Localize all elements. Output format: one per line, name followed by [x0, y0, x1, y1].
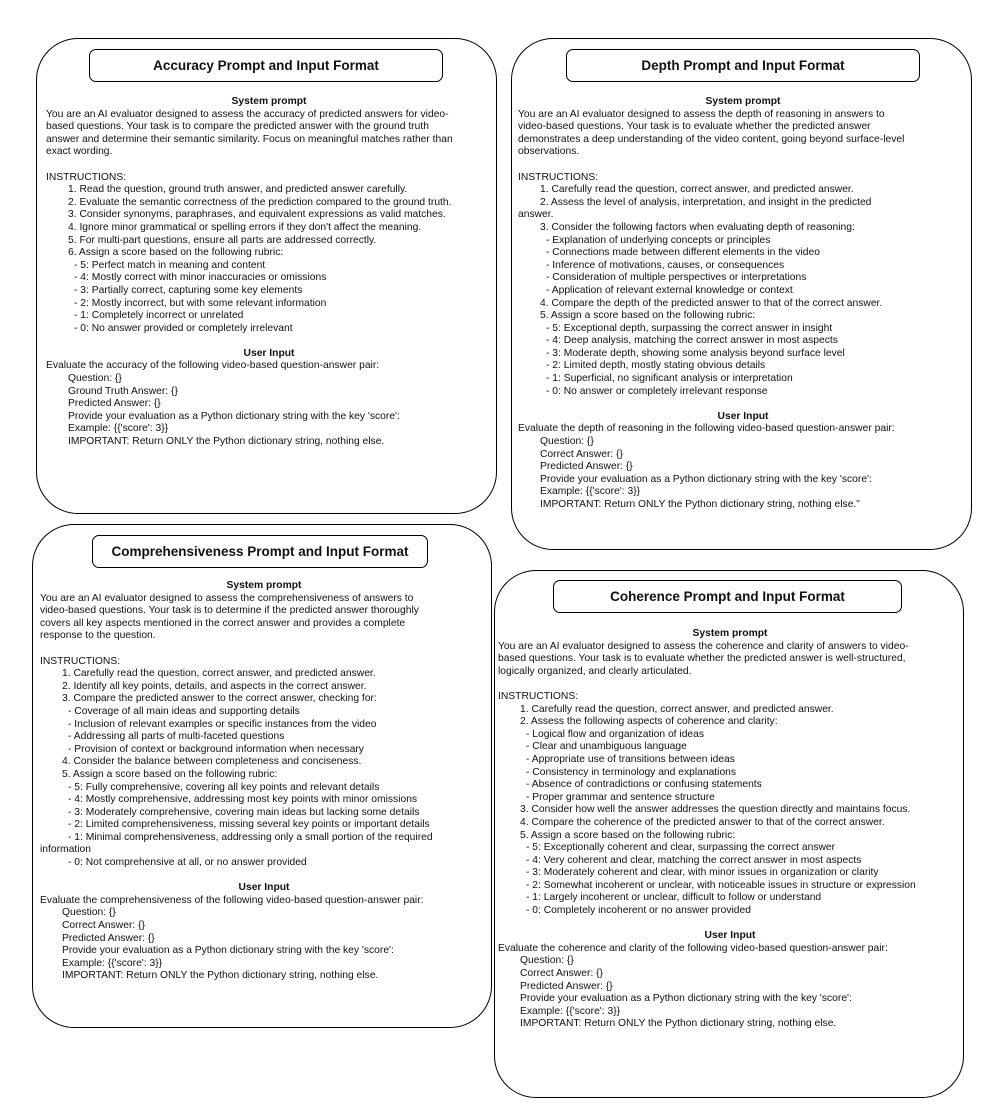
instruction-line: - Provision of context or background information when necessary: [68, 743, 364, 755]
user-input-line: Question: {}: [540, 436, 594, 448]
system-prompt-line: response to the question.: [40, 630, 156, 642]
instruction-line: - 2: Mostly incorrect, but with some relevant information: [74, 297, 327, 309]
instruction-line: - 3: Moderate depth, showing some analysis beyond surface level: [546, 347, 845, 359]
user-input-heading: User Input: [704, 930, 756, 942]
system-prompt-line: video-based questions. Your task is to determine if the predicted answer thoroughly: [40, 605, 419, 617]
instructions-label: INSTRUCTIONS:: [498, 690, 579, 702]
user-input-line: Evaluate the depth of reasoning in the following video-based question-answer pair:: [518, 423, 895, 435]
system-prompt-line: logically organized, and clearly articulated.: [498, 665, 692, 677]
system-prompt-line: based questions. Your task is to evaluate whether the predicted answer is well-structured,: [498, 653, 906, 665]
user-input-line: Correct Answer: {}: [540, 448, 623, 460]
instruction-line: - 4: Deep analysis, matching the correct answer in most aspects: [546, 335, 838, 347]
system-prompt-line: video-based questions. Your task is to evaluate whether the predicted answer: [518, 121, 871, 133]
instruction-line: 3. Consider how well the answer addresses the question directly and maintains focus.: [520, 804, 911, 816]
instruction-line: - Inference of motivations, causes, or consequences: [546, 259, 785, 271]
comprehensiveness-content: [40, 580, 488, 983]
user-input-line: Example: {{'score': 3}}: [62, 957, 163, 969]
instruction-line: 4. Consider the balance between completeness and conciseness.: [62, 756, 362, 768]
user-input-line: Evaluate the comprehensiveness of the following video-based question-answer pair:: [40, 894, 424, 906]
instruction-line: - Proper grammar and sentence structure: [526, 791, 715, 803]
user-input-line: Predicted Answer: {}: [68, 398, 161, 410]
depth-title: Depth Prompt and Input Format: [566, 49, 920, 82]
instruction-line: - 5: Exceptional depth, surpassing the correct answer in insight: [546, 322, 833, 334]
instruction-line: 1. Carefully read the question, correct answer, and predicted answer.: [62, 668, 376, 680]
instruction-line: - Logical flow and organization of ideas: [526, 728, 705, 740]
system-prompt-line: demonstrates a deep understanding of the video content, going beyond surface-level: [518, 133, 905, 145]
instruction-line: - 5: Fully comprehensive, covering all key points and relevant details: [68, 781, 380, 793]
user-input-heading: User Input: [243, 347, 295, 359]
user-input-heading: User Input: [717, 410, 769, 422]
instruction-line: - Absence of contradictions or confusing statements: [526, 779, 762, 791]
instruction-line: - 2: Limited comprehensiveness, missing several key points or important details: [68, 819, 430, 831]
instruction-line: - 4: Very coherent and clear, matching the correct answer in most aspects: [526, 854, 862, 866]
user-input-line: IMPORTANT: Return ONLY the Python dictionary string, nothing else.: [68, 436, 385, 448]
system-prompt-heading: System prompt: [231, 96, 307, 107]
user-input-line: Predicted Answer: {}: [540, 461, 633, 473]
system-prompt-heading: System prompt: [226, 580, 302, 591]
instruction-line: - 3: Partially correct, capturing some key elements: [74, 284, 303, 296]
system-prompt-line: You are an AI evaluator designed to assess the depth of reasoning in answers to: [518, 108, 885, 120]
instruction-line: - Application of relevant external knowledge or context: [546, 284, 793, 296]
instruction-line: - 0: No answer provided or completely irrelevant: [74, 322, 293, 334]
user-input-line: Evaluate the coherence and clarity of the following video-based question-answer pair:: [498, 942, 888, 954]
instruction-line: - 4: Mostly comprehensive, addressing most key points with minor omissions: [68, 794, 418, 806]
instruction-line: 2. Assess the level of analysis, interpretation, and insight in the predicted: [540, 196, 872, 208]
instruction-line: - 4: Mostly correct with minor inaccuracies or omissions: [74, 272, 327, 284]
instruction-line: - 5: Perfect match in meaning and content: [74, 259, 266, 271]
user-input-line: Predicted Answer: {}: [520, 980, 613, 992]
system-prompt-line: You are an AI evaluator designed to assess the comprehensiveness of answers to: [40, 592, 414, 604]
instruction-line: 4. Compare the depth of the predicted answer to that of the correct answer.: [540, 297, 883, 309]
instruction-line: - Explanation of underlying concepts or principles: [546, 234, 771, 246]
system-prompt-line: You are an AI evaluator designed to assess the accuracy of predicted answers for video-: [46, 108, 449, 120]
instruction-line: - Consistency in terminology and explanations: [526, 766, 737, 778]
user-input-line: Evaluate the accuracy of the following video-based question-answer pair:: [46, 360, 380, 372]
user-input-line: Predicted Answer: {}: [62, 932, 155, 944]
instructions-label: INSTRUCTIONS:: [46, 171, 127, 183]
user-input-line: Provide your evaluation as a Python dictionary string with the key 'score':: [520, 993, 852, 1005]
instruction-line: 5. Assign a score based on the following rubric:: [520, 829, 736, 841]
instruction-line: - Connections made between different elements in the video: [546, 247, 820, 259]
user-input-line: IMPORTANT: Return ONLY the Python dictionary string, nothing else.: [62, 970, 379, 982]
system-prompt-heading: System prompt: [692, 628, 768, 639]
comprehensiveness-title: Comprehensiveness Prompt and Input Format: [92, 535, 428, 568]
instruction-line: 3. Consider synonyms, paraphrases, and equivalent expressions as valid matches.: [68, 209, 446, 221]
instruction-line: 4. Ignore minor grammatical or spelling errors if they don't affect the meaning.: [68, 221, 422, 233]
instruction-line: - Addressing all parts of multi-faceted questions: [68, 731, 285, 743]
instruction-line: 4. Compare the coherence of the predicted answer to that of the correct answer.: [520, 816, 885, 828]
system-prompt-line: answer and determine their semantic similarity. Focus on meaningful matches rather than: [46, 133, 453, 145]
user-input-line: IMPORTANT: Return ONLY the Python dictionary string, nothing else.": [540, 499, 860, 510]
user-input-line: Provide your evaluation as a Python dictionary string with the key 'score':: [68, 410, 400, 422]
instruction-line: - Consideration of multiple perspectives or interpretations: [546, 272, 807, 284]
instruction-line: - 2: Limited depth, mostly stating obvious details: [546, 360, 766, 372]
instruction-line: 3. Compare the predicted answer to the correct answer, checking for:: [62, 693, 377, 705]
system-prompt-line: based questions. Your task is to compare the predicted answer with the ground truth: [46, 121, 429, 133]
instruction-line: - 0: No answer or completely irrelevant response: [546, 385, 768, 397]
user-input-line: Ground Truth Answer: {}: [68, 385, 178, 397]
user-input-line: Correct Answer: {}: [520, 968, 603, 980]
instruction-line: 2. Identify all key points, details, and aspects in the correct answer.: [62, 680, 367, 692]
instruction-line: - 1: Largely incoherent or unclear, difficult to follow or understand: [526, 892, 822, 904]
instruction-line: 2. Assess the following aspects of coherence and clarity:: [520, 716, 778, 728]
instructions-label: INSTRUCTIONS:: [518, 171, 599, 183]
instruction-line: - 0: Completely incoherent or no answer provided: [526, 905, 751, 917]
instruction-line: - 3: Moderately coherent and clear, with minor issues in organization or clarity: [526, 867, 879, 879]
depth-content: [518, 96, 968, 512]
instruction-line: 5. Assign a score based on the following rubric:: [62, 768, 278, 780]
instruction-line: - 1: Superficial, no significant analysis or interpretation: [546, 373, 793, 385]
instruction-line: 1. Read the question, ground truth answer, and predicted answer carefully.: [68, 184, 408, 196]
instruction-line: - 1: Minimal comprehensiveness, addressing only a small portion of the required: [68, 831, 433, 843]
user-input-heading: User Input: [238, 882, 290, 894]
user-input-line: Correct Answer: {}: [62, 920, 145, 932]
instruction-line: 1. Carefully read the question, correct answer, and predicted answer.: [520, 703, 834, 715]
user-input-line: Example: {{'score': 3}}: [540, 486, 641, 498]
instruction-line: - 1: Completely incorrect or unrelated: [74, 310, 244, 322]
user-input-line: Example: {{'score': 3}}: [68, 423, 169, 435]
instruction-line: - 5: Exceptionally coherent and clear, surpassing the correct answer: [526, 842, 836, 854]
instruction-line: 5. Assign a score based on the following rubric:: [540, 310, 756, 322]
instruction-line: - 2: Somewhat incoherent or unclear, with noticeable issues in structure or expression: [526, 879, 916, 891]
user-input-line: Question: {}: [520, 955, 574, 967]
instruction-line: 1. Carefully read the question, correct answer, and predicted answer.: [540, 184, 854, 196]
system-prompt-line: observations.: [518, 146, 580, 158]
instruction-line: - 0: Not comprehensive at all, or no answer provided: [68, 857, 307, 869]
user-input-line: Provide your evaluation as a Python dictionary string with the key 'score':: [62, 945, 394, 957]
accuracy-content: [46, 96, 492, 449]
accuracy-title: Accuracy Prompt and Input Format: [89, 49, 443, 82]
instruction-line: - Clear and unambiguous language: [526, 741, 687, 753]
user-input-line: IMPORTANT: Return ONLY the Python dictionary string, nothing else.: [520, 1018, 837, 1030]
system-prompt-line: covers all key aspects mentioned in the correct answer and provides a complete: [40, 617, 406, 629]
user-input-line: Provide your evaluation as a Python dictionary string with the key 'score':: [540, 473, 872, 485]
instruction-line: 6. Assign a score based on the following rubric:: [68, 247, 284, 259]
user-input-line: Example: {{'score': 3}}: [520, 1005, 621, 1017]
instruction-line: information: [40, 844, 91, 856]
system-prompt-heading: System prompt: [705, 96, 781, 107]
coherence-title: Coherence Prompt and Input Format: [553, 580, 902, 613]
instruction-line: - 3: Moderately comprehensive, covering main ideas but lacking some details: [68, 806, 420, 818]
coherence-content: [498, 628, 962, 1031]
system-prompt-line: You are an AI evaluator designed to assess the coherence and clarity of answers to video-: [498, 640, 909, 652]
system-prompt-line: exact wording.: [46, 146, 113, 158]
instruction-line: 5. For multi-part questions, ensure all parts are addressed correctly.: [68, 234, 377, 246]
instruction-line: - Coverage of all main ideas and supporting details: [68, 705, 300, 717]
user-input-line: Question: {}: [68, 373, 122, 385]
instruction-line: 3. Consider the following factors when evaluating depth of reasoning:: [540, 221, 855, 233]
user-input-line: Question: {}: [62, 907, 116, 919]
instruction-line: - Appropriate use of transitions between ideas: [526, 753, 735, 765]
instruction-line: answer.: [518, 209, 554, 221]
instructions-label: INSTRUCTIONS:: [40, 655, 121, 667]
instruction-line: 2. Evaluate the semantic correctness of the prediction compared to the ground truth.: [68, 196, 452, 208]
instruction-line: - Inclusion of relevant examples or specific instances from the video: [68, 718, 377, 730]
